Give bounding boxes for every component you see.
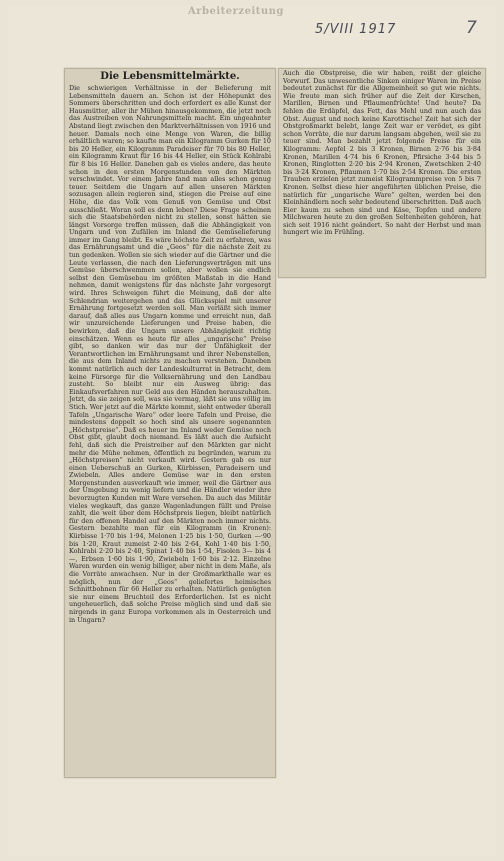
clipping-right-column <box>278 68 486 278</box>
article-text-right: Auch die Obstpreise, die wir haben, reißt der gleiche Vorwurf. Das unwesentliche Sinken einiger Waren im Preise bedeutet zunächst für die Allgemeinheit so gut wie nichts. Wie freute man sich früher auf die Zeit der Kirschen, Marillen, Birnen und Pflaumenfrüchte! Und heute? Da fehlen die Erdäpfel, das Fett, das Mehl und nun auch das Obst. August und noch keine Karottische! Zeit hat sich der Obstgroßmarkt belebt, lange Zeit war er verödet, es gibt schon Vorräte, die nur darum langsam abgehen, weil sie zu teuer sind. Man bezahlt jetzt folgende Preise für ein Kilogramm: Aepfel 2 bis 3 Kronen, Birnen 2·76 bis 3·84 Kronen, Marillen 4·74 bis 6 Kronen, Pfirsiche 3·44 bis 5 Kronen, Ringlotten 2·20 bis 2·94 Kronen, Zwetschken 2·40 bis 3·24 Kronen, Pflaumen 1·70 bis 2·54 Kronen. Die ersten Trauben erzielen jetzt zumeist Kilogrammpreise von 5 bis 7 Kronen. Selbst diese hier angeführten üblichen Preise, die natürlich für „ungarische Ware“ gelten, werden bei den Kleinhändlern noch sehr bedeutend überschritten. Daß auch Eier kaum zu sehen sind und Käse, Topfen und andere Milchwaren heute zu den großen Seltenheiten gehören, hat sich seit 1916 nicht geändert. So naht der Herbst und man hungert wie im Frühling. <box>283 69 484 237</box>
article-title: Die Lebensmittelmärkte. <box>100 71 240 82</box>
clipping-left-column <box>64 68 276 778</box>
handwritten-number: 7 <box>466 18 477 38</box>
archive-sheet <box>8 6 496 856</box>
masthead-faded: Arbeiterzeitung <box>188 6 284 17</box>
article-text-left: Die schwierigen Verhältnisse in der Belieferung mit Lebensmitteln dauern an. Schon ist der Höhepunkt des Sommers überschritten und doch erfordert es alle Kunst der Hausmütter, aller ihr Mühen hinausgekommen, die jetzt noch das Austreiben von Nahrungsmitteln macht. Ein ungeahnter Abstand liegt zwischen den Marktverhältnissen von 1916 und heuer. Damals noch eine Menge von Waren, die billig erhältlich waren; so kaufte man ein Kilogramm Gurken für 10 bis 20 Heller, ein Kilogramm Paradeiser für 70 bis 80 Heller, ein Kilogramm Kraut für 16 bis 44 Heller, ein Stück Kohlrabi für 8 bis 16 Heller. Daneben gab es vieles andere, das heute schon in den ersten Morgenstunden von den Märkten verschwindet. Vor einem Jahre fand man alles schon genug teuer. Seitdem die Ungarn auf allen unseren Märkten sozusagen allein regieren sind, stiegen die Preise auf eine Höhe, die das Volk vom Genuß von Gemüse und Obst ausschließt. Woran soll es denn leben? Diese Frage scheinen sich die Staatsbehörden nicht zu stellen, sonst hätten sie längst Vorsorge treffen müssen, daß die Abhängigkeit von Ungarn und von Zufällen im Inland die Gemüselieferung immer im Gang bleibt. Es wäre höchste Zeit zu erfahren, was das Ernährungsamt und die „Geos“ für die nächste Zeit zu tun gedenken. Wollen sie sich wieder auf die Gärtner und die Leute verlassen, die nach den Lieferungsverträgen mit uns Gemüse überschwemmen sollen, aber wollen sie endlich selbst den Gemüsebau im größten Maßstab in die Hand nehmen, damit wenigstens für das nächste Jahr vorgesorgt wird. Ihres Schweigen führt die Meinung, daß der alte Schlendrian weitergehen und das Glücksspiel mit unserer Ernährung fortgesetzt werden soll. Man verläßt sich immer darauf, daß alles aus Ungarn komme und erreicht nun, daß wir unzureichende Lieferungen und Preise haben, die bewirken, daß die Ungarn unsere Abhängigkeit richtig einschätzen. Wenn es heute für alles „ungarische“ Preise gibt, so danken wir das nur der Unfähigkeit der Verantwortlichen im Ernährungsamt und ihrer Nebenstellen, die aus dem Inland nichts zu machen verstehen. Daneben kommt natürlich auch der Landeskulturrat in Betracht, dem keine Fürsorge für die Volksernährung und den Landbau zusteht. So bleibt nur ein Ausweg übrig: das Einkaufsverfahren nur Geld aus den Händen herauszuhalten. Jetzt, da sie zeigen soll, was sie vermag, läßt sie uns völlig im Stich. Wer jetzt auf die Märkte kommt, sieht entweder überall Tafeln „Ungarische Ware“ oder leere Tafeln und Preise, die mindestens doppelt so hoch sind als unsere sogenannten „Höchstpreise“. Daß es heuer im Inland weder Gemüse noch Obst gibt, glaubt doch niemand. Es läßt auch die Aufsicht fehl, daß sich die Preistreiber auf den Märkten gar nicht mehr die Mühe nehmen, öffentlich zu begründen, warum zu „Höchstpreisen“ nicht verkauft wird. Gestern gab es nur einen Ueberschuß an Gurken, Kürbissen, Paradeisern und Zwiebeln. Alles andere Gemüse war in den ersten Morgenstunden ausverkauft wie immer, weil die Gärtner aus der Umgebung zu wenig liefern und die Händler wieder ihre bevorzugten Kunden mit Ware versehen. Da auch das Militär vieles wegkauft, das ganze Wagenladungen füllt und Preise zahlt, die weit über dem Höchstpreis liegen, bleibt natürlich für den offenen Handel auf den Märkten noch immer nichts. Gestern bezahlte man für ein Kilogramm (in Kronen): Kürbisse 1·70 bis 1·94, Melonen 1·25 bis 1·50, Gurken —·90 bis 1·20, Kraut zumeist 2·40 bis 2·64, Kohl 1·40 bis 1·50, Kohlrabi 2·20 bis 2·40, Spinat 1·40 bis 1·54, Fisolen 3— bis 4—, Erbsen 1·60 bis 1·90, Zwiebeln 1·60 bis 2·12. Einzelne Waren wurden ein wenig billiger, aber nicht in dem Maße, als die Vorräte anwachsen. Nur in der Großmarkthalle war es möglich, nun der „Geos“ geliefertes heimisches Schnittbohnen für 66 Heller zu erhalten. Natürlich genügten sie nur einem Bruchteil des Erforderlichen. Ist es nicht ungeheuerlich, daß solche Preise möglich sind und daß sie nirgends in ganz Europa vorkommen als in Oesterreich und in Ungarn? <box>69 84 274 624</box>
handwritten-date: 5/VIII 1917 <box>315 22 397 37</box>
